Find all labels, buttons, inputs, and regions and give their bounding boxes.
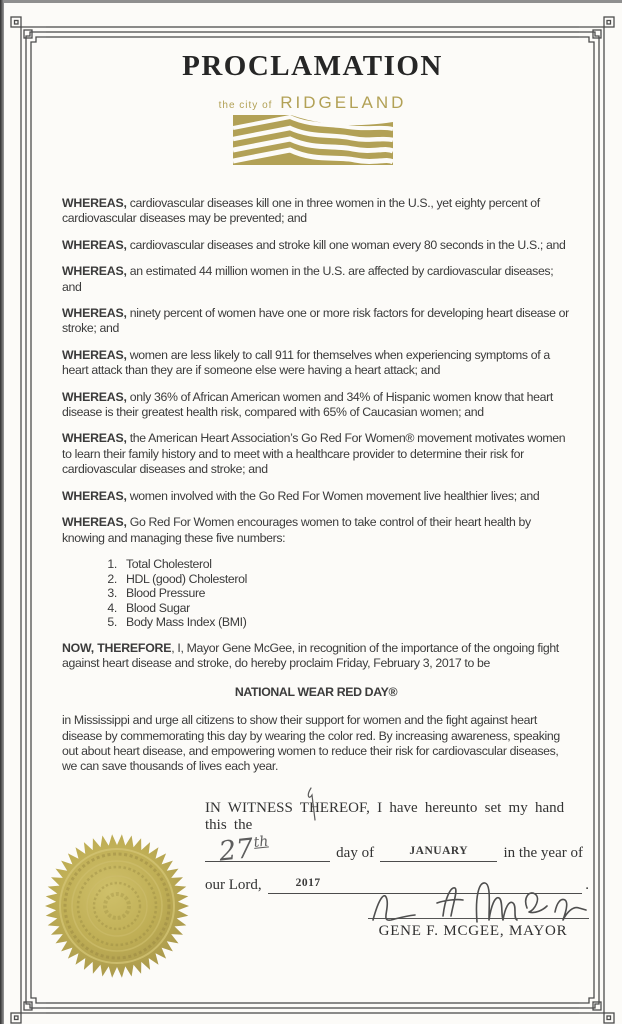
whereas-text: only 36% of African American women and 34% of Hispanic women know that heart disease is their greatest health risk, compared with 65% of Caucasian women; and	[62, 389, 553, 420]
whereas-lead: WHEREAS,	[62, 237, 127, 252]
five-numbers-list	[62, 557, 570, 630]
list-item: 2. HDL (good) Cholesterol	[120, 572, 570, 587]
signature-area	[205, 918, 589, 940]
scan-edge-top	[0, 0, 622, 3]
whereas-paragraph	[62, 515, 570, 546]
month-blank-line	[380, 842, 497, 862]
day-number: 27	[217, 833, 255, 868]
whereas-lead: WHEREAS,	[62, 431, 127, 446]
whereas-paragraph	[62, 196, 570, 227]
whereas-text: cardiovascular diseases and stroke kill one woman every 80 seconds in the U.S.; and	[126, 237, 566, 252]
whereas-paragraph	[62, 238, 570, 253]
gold-seal	[44, 833, 190, 979]
pen-mark	[302, 786, 318, 822]
scan-edge-left	[0, 0, 4, 1024]
handwritten-day	[218, 831, 271, 867]
sentence-period: .	[585, 877, 589, 893]
whereas-lead: WHEREAS,	[62, 515, 127, 530]
proclamation-body	[62, 196, 570, 786]
witness-line-text: IN WITNESS THEREOF, I have hereunto set my hand this the	[205, 800, 565, 833]
proclamation-day-title: NATIONAL WEAR RED DAY®	[234, 684, 398, 699]
witness-block	[205, 800, 589, 940]
year-phrase-label: in the year of	[503, 845, 583, 861]
list-item: 5. Body Mass Index (BMI)	[120, 615, 570, 630]
list-item: 4. Blood Sugar	[120, 601, 570, 616]
list-item: 1. Total Cholesterol	[120, 557, 570, 572]
whereas-text: women involved with the Go Red For Women movement live healthier lives; and	[126, 488, 540, 503]
whereas-paragraph	[62, 306, 570, 337]
therefore-paragraph	[62, 641, 570, 672]
whereas-text: ninety percent of women have one or more risk factors for developing heart disease or stroke; and	[62, 306, 569, 336]
therefore-lead: NOW, THEREFORE	[62, 640, 172, 655]
signer-name: GENE F. MCGEE, MAYOR	[378, 923, 568, 939]
city-logo	[31, 93, 594, 165]
day-suffix: th	[252, 833, 270, 851]
whereas-text: an estimated 44 million women in the U.S. are affected by cardiovascular diseases; and	[62, 264, 554, 294]
day-blank-line	[205, 833, 330, 868]
whereas-text: Go Red For Women encourages women to take control of their heart health by knowing and managing these five numbers:	[62, 515, 531, 545]
whereas-lead: WHEREAS,	[62, 264, 127, 279]
whereas-lead: WHEREAS,	[62, 347, 127, 362]
witness-day-line	[205, 833, 589, 868]
whereas-lead: WHEREAS,	[62, 488, 127, 503]
whereas-paragraph	[62, 390, 570, 421]
signature-scribble	[365, 870, 593, 934]
typed-year: 2017	[295, 877, 321, 889]
therefore-text: , I, Mayor Gene McGee, in recognition of the importance of the ongoing fight against heart disease and stroke, do hereby proclaim Friday, February 3, 2017 to be	[62, 640, 559, 671]
list-item: 3. Blood Pressure	[120, 586, 570, 601]
whereas-lead: WHEREAS,	[62, 196, 127, 210]
whereas-paragraph	[62, 264, 570, 295]
typed-month: JANUARY	[409, 845, 469, 857]
logo-tagline: the city of	[218, 100, 273, 111]
city-logo-text	[31, 93, 594, 113]
whereas-lead: WHEREAS,	[62, 389, 127, 404]
day-of-label: day of	[336, 845, 375, 861]
whereas-text: women are less likely to call 911 for themselves when experiencing symptoms of a heart attack than they are if someone else were having a heart attack; and	[62, 347, 550, 378]
our-lord-label: our Lord,	[205, 877, 262, 893]
whereas-paragraph	[62, 431, 570, 477]
witness-line	[205, 800, 589, 834]
whereas-paragraph	[62, 348, 570, 379]
whereas-text: cardiovascular diseases kill one in three women in the U.S., yet eighty percent of cardiovascular diseases may be prevented; and	[62, 196, 540, 226]
seal-star-shape	[45, 834, 189, 978]
whereas-text: the American Heart Association’s Go Red For Women® movement motivates women to learn their family history and to meet with a healthcare provider to determine their risk for cardiovascular diseases and stroke; and	[62, 431, 566, 477]
whereas-lead: WHEREAS,	[62, 306, 127, 321]
whereas-paragraph	[62, 489, 570, 504]
city-logo-waves-icon	[233, 115, 393, 165]
closing-paragraph: in Mississippi and urge all citizens to show their support for women and the fight against heart disease by commemorating this day by wearing the color red. By increasing awareness, speaking out about heart disease, and empowering women to reduce their risk for cardiovascular diseases, we can save thousands of lives each year.	[62, 713, 560, 774]
logo-city-name: RIDGELAND	[280, 93, 407, 112]
page-title: PROCLAMATION	[182, 50, 443, 82]
